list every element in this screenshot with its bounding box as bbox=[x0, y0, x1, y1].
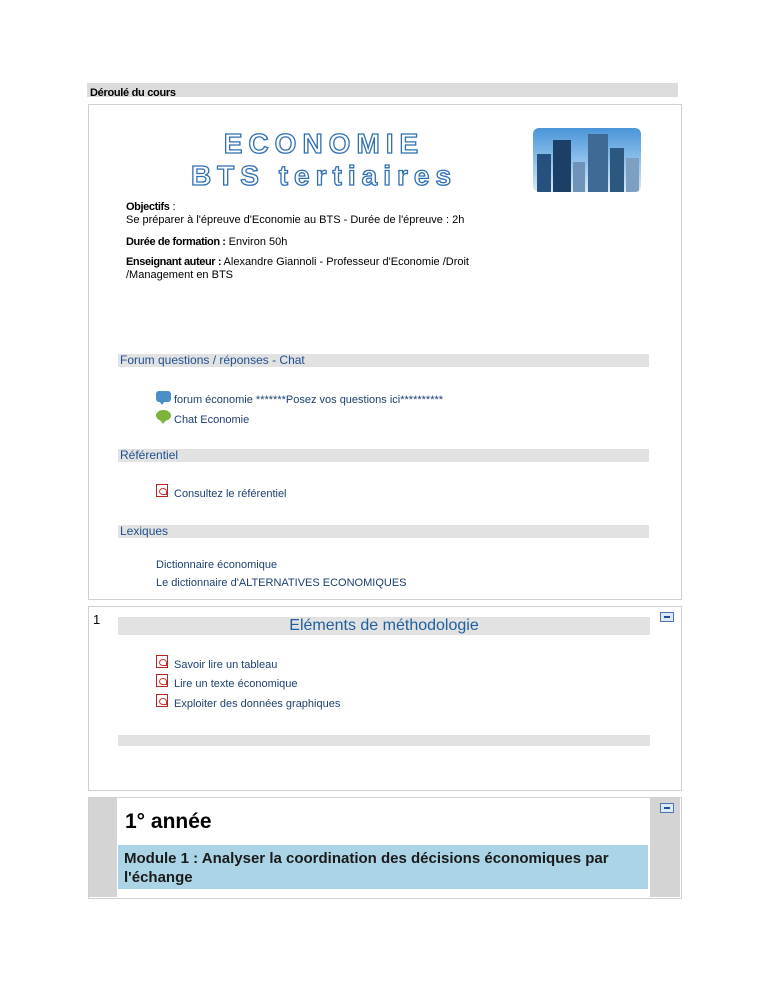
collapse-topic-2-button[interactable] bbox=[660, 803, 674, 813]
auteur-text-line2: /Management en BTS bbox=[126, 269, 234, 281]
course-title-line2: BTS tertiaires bbox=[190, 160, 458, 191]
pdf-icon bbox=[156, 655, 168, 668]
topic-2-left-strip bbox=[89, 798, 117, 897]
duree-label: Durée de formation : bbox=[126, 236, 226, 248]
duree-block bbox=[126, 236, 287, 249]
referentiel-link[interactable] bbox=[156, 484, 406, 498]
dictionnaire-link[interactable]: Dictionnaire économique bbox=[156, 559, 278, 571]
topic-1-footer-bar bbox=[118, 735, 650, 746]
alternatives-link[interactable]: Le dictionnaire d'ALTERNATIVES ECONOMIQUES bbox=[156, 577, 407, 589]
collapse-topic-1-button[interactable] bbox=[660, 612, 674, 622]
auteur-text: Alexandre Giannoli - Professeur d'Economie /Droit bbox=[221, 256, 469, 268]
forum-icon bbox=[156, 391, 171, 402]
graphiques-link-label: Exploiter des données graphiques bbox=[174, 698, 341, 710]
objectifs-label: Objectifs bbox=[126, 201, 170, 213]
course-title-line1: ECONOMIE bbox=[223, 128, 425, 159]
forum-link-label: forum économie *******Posez vos questions ici********** bbox=[174, 394, 444, 406]
texte-link-label: Lire un texte économique bbox=[174, 678, 298, 690]
lexiques-section-title: Lexiques bbox=[118, 525, 649, 538]
course-header-title: Déroulé du cours bbox=[90, 87, 176, 99]
chat-link-label: Chat Economie bbox=[174, 414, 250, 426]
objectifs-block bbox=[126, 201, 464, 227]
texte-link[interactable] bbox=[156, 674, 406, 688]
module-1-heading: Module 1 : Analyser la coordination des décisions économiques par l'échange bbox=[118, 845, 648, 889]
objectifs-text: Se préparer à l'épreuve d'Economie au BTS - Durée de l'épreuve : 2h bbox=[126, 214, 465, 226]
chat-icon bbox=[156, 410, 171, 421]
topic-2-title: 1° année bbox=[125, 810, 212, 833]
tableau-link[interactable] bbox=[156, 655, 406, 669]
auteur-block bbox=[126, 256, 469, 282]
chat-link[interactable] bbox=[156, 410, 356, 424]
graphiques-link[interactable] bbox=[156, 694, 406, 708]
referentiel-section-title: Référentiel bbox=[118, 449, 649, 462]
referentiel-link-label: Consultez le référentiel bbox=[174, 488, 287, 500]
pdf-icon bbox=[156, 674, 168, 687]
skyscraper-image bbox=[533, 128, 641, 192]
forum-link[interactable] bbox=[156, 391, 556, 405]
duree-text: Environ 50h bbox=[225, 236, 288, 248]
topic-1-number: 1 bbox=[93, 612, 101, 627]
pdf-icon bbox=[156, 694, 168, 707]
auteur-label: Enseignant auteur : bbox=[126, 256, 222, 268]
course-header-bar bbox=[87, 83, 678, 97]
topic-1-title: Eléments de méthodologie bbox=[118, 617, 650, 635]
tableau-link-label: Savoir lire un tableau bbox=[174, 659, 278, 671]
pdf-icon bbox=[156, 484, 168, 497]
objectifs-separator: : bbox=[169, 201, 176, 213]
forum-section-title: Forum questions / réponses - Chat bbox=[118, 354, 649, 367]
